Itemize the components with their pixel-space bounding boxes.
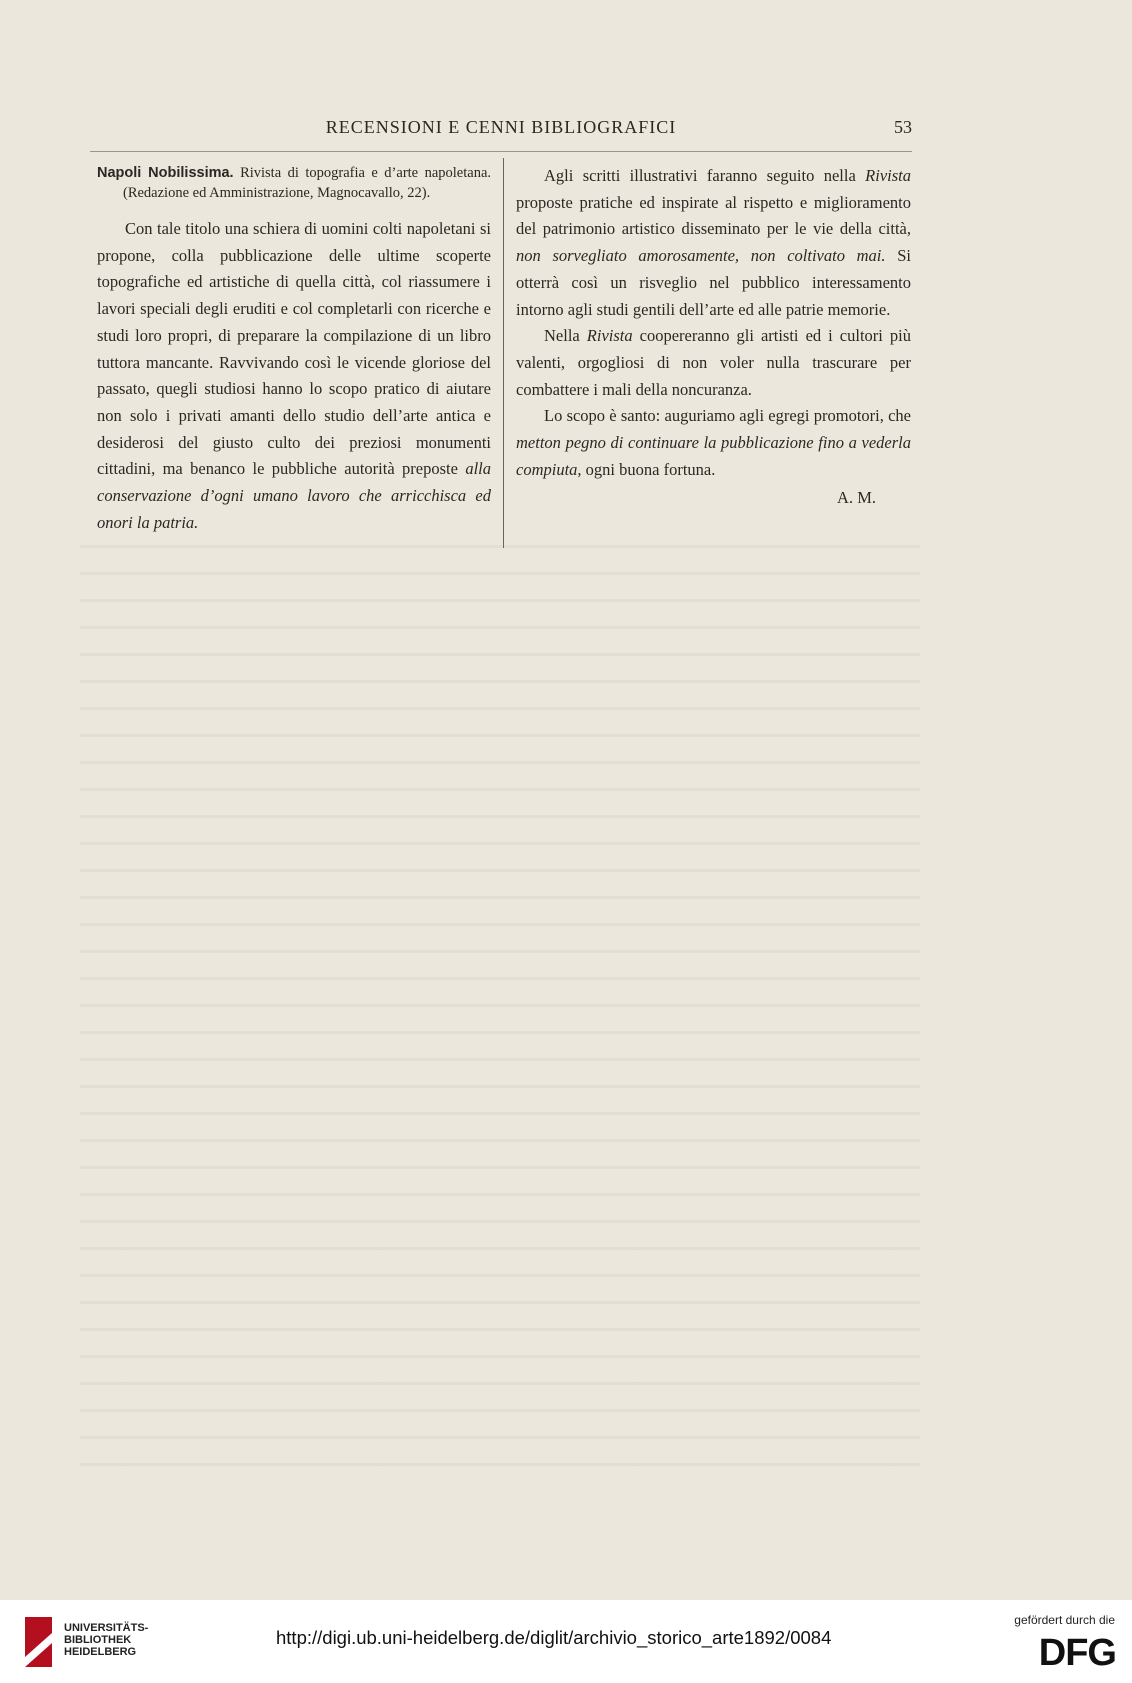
right-paragraph-2 [516,323,911,403]
running-title: RECENSIONI E CENNI BIBLIOGRAFICI [325,117,677,137]
italic-run: Rivista [865,166,911,185]
funding-note: gefördert durch die [1014,1613,1115,1627]
text-run: Si otterrà così un risveglio nel pubblico interessamento intorno agli studi gentili dell’arte ed alle patrie memorie. [516,246,911,319]
text-run: Lo scopo è santo: auguriamo agli egregi promotori, che [544,406,911,426]
left-paragraph-text: Con tale titolo una schiera di uomini colti napoletani si propone, colla pubblicazione delle ultime scoperte topografiche ed artistiche di quella città, col riassumere i lavori speciali degli eruditi e col completarli con ricerche e studi loro propri, di preparare la compilazione di un libro tuttora mancante. Ravvivando così le vicende gloriose del passato, quegli studiosi hanno lo scopo pratico di aiutare non solo i privati amanti dello studio dell’arte antica e desiderosi del giusto culto dei preziosi monumenti cittadini, ma benanco le pubbliche autorità preposte [97,219,491,479]
right-column [516,163,911,512]
library-line: UNIVERSITÄTS- [64,1622,149,1634]
right-paragraph-3 [516,403,911,483]
text-run: ogni buona fortuna. [585,459,716,479]
italic-run: non sorvegliato amorosamente, non coltivato mai. [516,246,886,266]
text-run: coopereranno gli artisti ed i cultori più valenti, orgogliosi di non voler nulla trascurare per combattere i mali della noncuranza. [516,326,912,399]
left-column [97,163,491,536]
column-divider [503,158,504,548]
text-run: Agli scritti illustrativi faranno seguito nella [544,166,856,185]
university-library-logo-icon [22,1613,56,1671]
author-signature: A. M. [837,488,876,508]
italic-run: metton pegno di continuare la pubblicazione fino a vederla compiuta, [516,433,911,479]
library-line: HEIDELBERG [64,1646,137,1658]
review-entry-heading [97,163,491,203]
journal-details: Rivista di topografia e d’arte napoletana. (Redazione ed Amministrazione, Magnocavallo, 22). [123,165,492,201]
italic-run: Rivista [586,326,633,346]
left-paragraph [97,216,491,536]
text-run: Nella [544,326,580,346]
bleed-through-shadow [80,545,920,1475]
left-paragraph-italic: alla conservazione d’ogni umano lavoro che arricchisca ed onori la patria. [97,459,491,532]
permalink-url[interactable]: http://digi.ub.uni-heidelberg.de/diglit/archivio_storico_arte1892/0084 [276,1627,832,1648]
right-paragraph-1 [516,163,911,323]
digitization-footer [0,1600,1132,1683]
dfg-logo: DFG [1038,1632,1116,1674]
running-head [90,117,912,139]
library-name [64,1622,148,1658]
journal-name: Napoli Nobilissima. [97,165,234,181]
header-rule [90,151,912,152]
page-number: 53 [894,117,912,137]
library-line: BIBLIOTHEK [64,1634,132,1646]
text-run: proposte pratiche ed inspirate al rispetto e miglioramento del patrimonio artistico disseminato per le vie della città, [516,192,911,239]
